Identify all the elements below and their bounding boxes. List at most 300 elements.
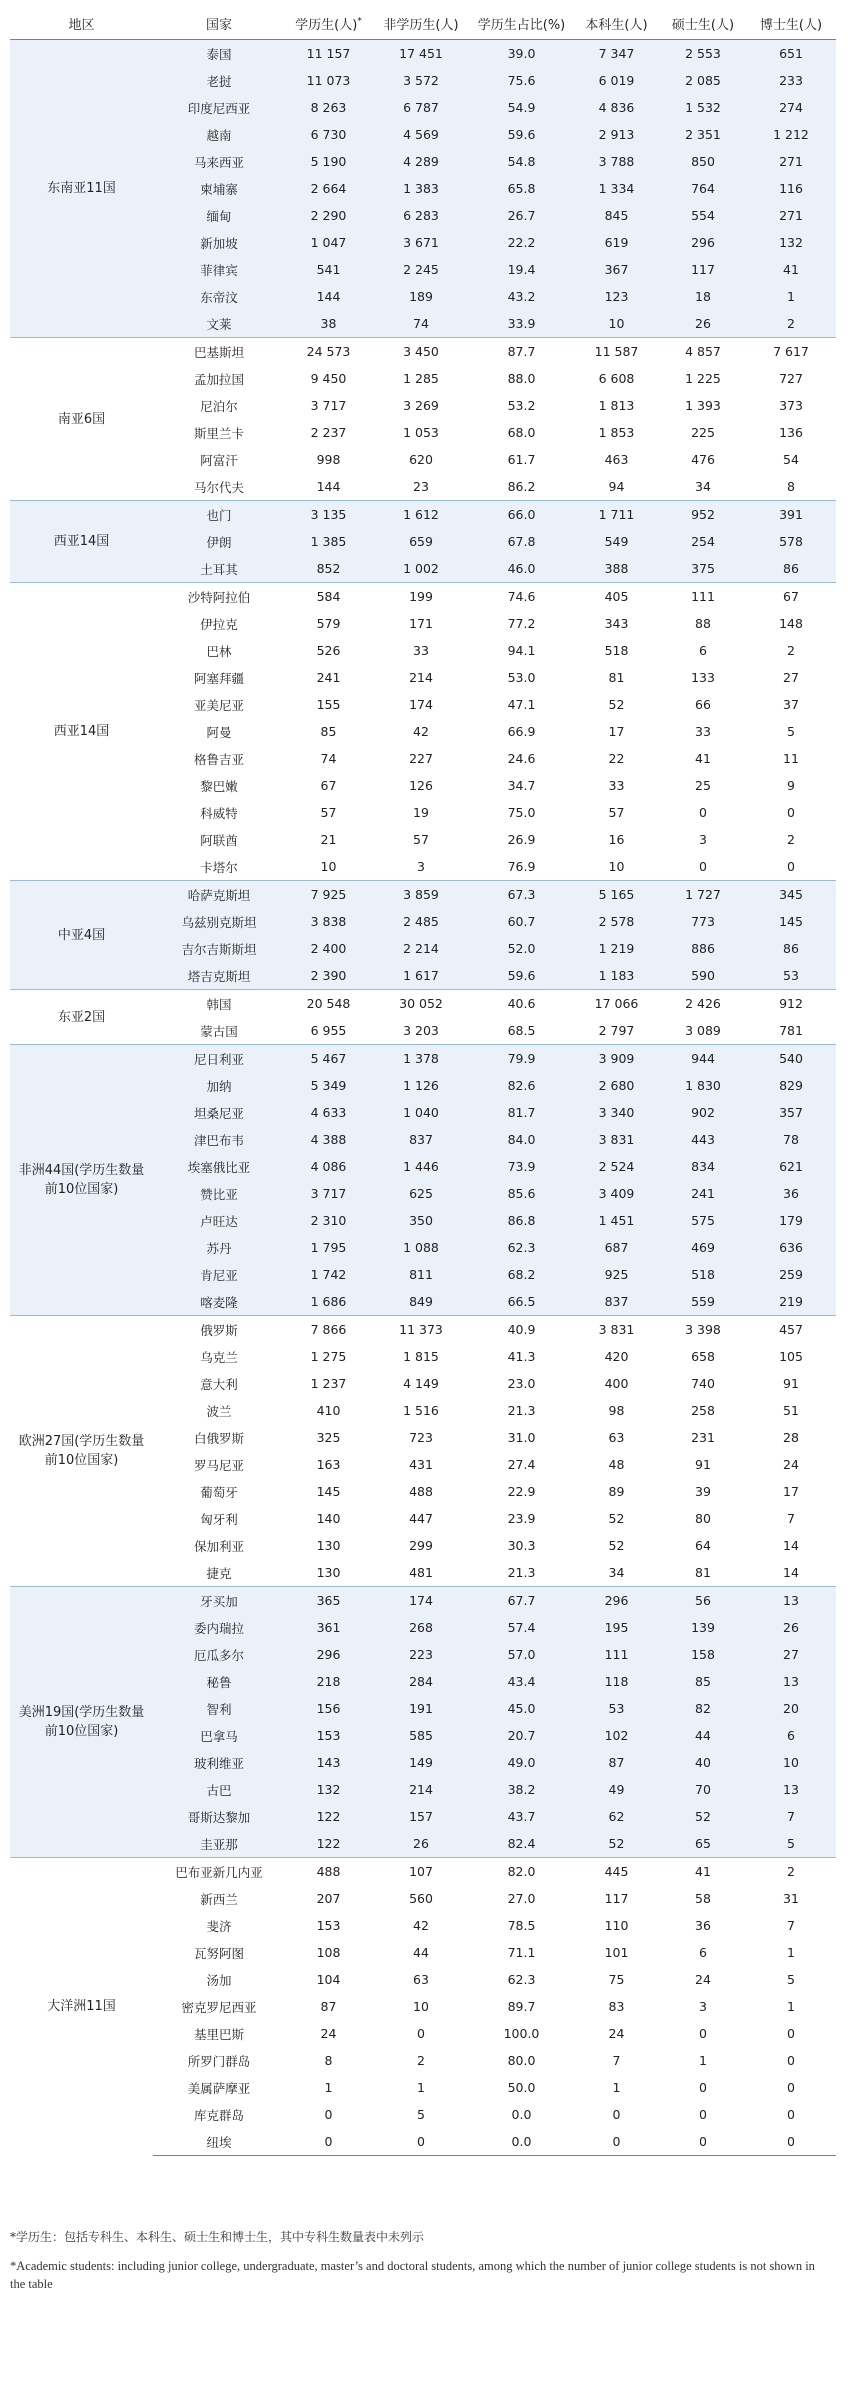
- ratio-cell: 26.7: [470, 202, 573, 229]
- undergrad-cell: 33: [573, 772, 660, 799]
- academic-cell: 1 795: [285, 1234, 372, 1261]
- non-academic-cell: 44: [372, 1939, 470, 1966]
- non-academic-cell: 63: [372, 1966, 470, 1993]
- undergrad-cell: 3 409: [573, 1180, 660, 1207]
- master-cell: 41: [660, 745, 746, 772]
- non-academic-cell: 11 373: [372, 1316, 470, 1344]
- undergrad-cell: 123: [573, 283, 660, 310]
- undergrad-cell: 518: [573, 637, 660, 664]
- country-cell: 东帝汶: [153, 283, 285, 310]
- country-cell: 新西兰: [153, 1885, 285, 1912]
- undergrad-cell: 49: [573, 1776, 660, 1803]
- non-academic-cell: 585: [372, 1722, 470, 1749]
- doctor-cell: 11: [746, 745, 836, 772]
- academic-cell: 11 157: [285, 40, 372, 68]
- undergrad-cell: 98: [573, 1397, 660, 1424]
- master-cell: 18: [660, 283, 746, 310]
- non-academic-cell: 488: [372, 1478, 470, 1505]
- master-cell: 6: [660, 1939, 746, 1966]
- header-country: 国家: [153, 7, 285, 40]
- non-academic-cell: 26: [372, 1830, 470, 1858]
- ratio-cell: 84.0: [470, 1126, 573, 1153]
- country-cell: 匈牙利: [153, 1505, 285, 1532]
- doctor-cell: 636: [746, 1234, 836, 1261]
- academic-cell: 2 310: [285, 1207, 372, 1234]
- footnote-chinese: *学历生：包括专科生、本科生、硕士生和博士生，其中专科生数量表中未列示: [10, 2230, 425, 2244]
- doctor-cell: 0: [746, 2047, 836, 2074]
- academic-cell: 4 086: [285, 1153, 372, 1180]
- country-cell: 俄罗斯: [153, 1316, 285, 1344]
- country-cell: 越南: [153, 121, 285, 148]
- doctor-cell: 20: [746, 1695, 836, 1722]
- non-academic-cell: 6 787: [372, 94, 470, 121]
- master-cell: 3: [660, 826, 746, 853]
- ratio-cell: 53.0: [470, 664, 573, 691]
- ratio-cell: 50.0: [470, 2074, 573, 2101]
- ratio-cell: 0.0: [470, 2128, 573, 2156]
- academic-cell: 132: [285, 1776, 372, 1803]
- non-academic-cell: 2: [372, 2047, 470, 2074]
- country-cell: 尼泊尔: [153, 392, 285, 419]
- region-group: [10, 338, 836, 501]
- master-cell: 1 225: [660, 365, 746, 392]
- country-cell: 泰国: [153, 40, 285, 68]
- undergrad-cell: 48: [573, 1451, 660, 1478]
- ratio-cell: 66.9: [470, 718, 573, 745]
- country-cell: 马来西亚: [153, 148, 285, 175]
- master-cell: 559: [660, 1288, 746, 1316]
- ratio-cell: 57.4: [470, 1614, 573, 1641]
- header-master: 硕士生(人): [660, 7, 746, 40]
- country-cell: 加纳: [153, 1072, 285, 1099]
- non-academic-cell: 33: [372, 637, 470, 664]
- academic-cell: 145: [285, 1478, 372, 1505]
- non-academic-cell: 4 289: [372, 148, 470, 175]
- undergrad-cell: 89: [573, 1478, 660, 1505]
- ratio-cell: 57.0: [470, 1641, 573, 1668]
- master-cell: 0: [660, 2101, 746, 2128]
- non-academic-cell: 1 617: [372, 962, 470, 990]
- doctor-cell: 912: [746, 990, 836, 1018]
- non-academic-cell: 4 149: [372, 1370, 470, 1397]
- undergrad-cell: 101: [573, 1939, 660, 1966]
- ratio-cell: 26.9: [470, 826, 573, 853]
- ratio-cell: 74.6: [470, 583, 573, 611]
- master-cell: 39: [660, 1478, 746, 1505]
- undergrad-cell: 2 524: [573, 1153, 660, 1180]
- academic-cell: 4 388: [285, 1126, 372, 1153]
- master-cell: 88: [660, 610, 746, 637]
- ratio-cell: 22.9: [470, 1478, 573, 1505]
- header-academic-label: 学历生(人): [295, 17, 358, 33]
- header-academic-footnote-mark: *: [357, 16, 362, 27]
- country-cell: 马尔代夫: [153, 473, 285, 501]
- undergrad-cell: 619: [573, 229, 660, 256]
- academic-cell: 67: [285, 772, 372, 799]
- ratio-cell: 68.0: [470, 419, 573, 446]
- non-academic-cell: 3 269: [372, 392, 470, 419]
- country-cell: 巴布亚新几内亚: [153, 1858, 285, 1886]
- undergrad-cell: 4 836: [573, 94, 660, 121]
- undergrad-cell: 343: [573, 610, 660, 637]
- country-cell: 哈萨克斯坦: [153, 881, 285, 909]
- region-cell: 大洋洲11国: [10, 1858, 153, 2156]
- academic-cell: 140: [285, 1505, 372, 1532]
- doctor-cell: 1: [746, 1939, 836, 1966]
- country-cell: 也门: [153, 501, 285, 529]
- master-cell: 1 727: [660, 881, 746, 909]
- ratio-cell: 66.0: [470, 501, 573, 529]
- undergrad-cell: 3 831: [573, 1126, 660, 1153]
- master-cell: 56: [660, 1587, 746, 1615]
- non-academic-cell: 481: [372, 1559, 470, 1587]
- non-academic-cell: 42: [372, 1912, 470, 1939]
- non-academic-cell: 560: [372, 1885, 470, 1912]
- doctor-cell: 13: [746, 1587, 836, 1615]
- academic-cell: 11 073: [285, 67, 372, 94]
- country-cell: 密克罗尼西亚: [153, 1993, 285, 2020]
- non-academic-cell: 849: [372, 1288, 470, 1316]
- academic-cell: 2 237: [285, 419, 372, 446]
- ratio-cell: 53.2: [470, 392, 573, 419]
- undergrad-cell: 2 913: [573, 121, 660, 148]
- undergrad-cell: 52: [573, 691, 660, 718]
- table-row: [10, 40, 836, 68]
- doctor-cell: 457: [746, 1316, 836, 1344]
- undergrad-cell: 24: [573, 2020, 660, 2047]
- master-cell: 296: [660, 229, 746, 256]
- undergrad-cell: 52: [573, 1505, 660, 1532]
- undergrad-cell: 110: [573, 1912, 660, 1939]
- academic-cell: 998: [285, 446, 372, 473]
- undergrad-cell: 16: [573, 826, 660, 853]
- undergrad-cell: 420: [573, 1343, 660, 1370]
- non-academic-cell: 3 450: [372, 338, 470, 366]
- academic-cell: 3 717: [285, 1180, 372, 1207]
- master-cell: 3 398: [660, 1316, 746, 1344]
- master-cell: 764: [660, 175, 746, 202]
- doctor-cell: 233: [746, 67, 836, 94]
- doctor-cell: 6: [746, 1722, 836, 1749]
- undergrad-cell: 837: [573, 1288, 660, 1316]
- country-cell: 波兰: [153, 1397, 285, 1424]
- table-row: [10, 1858, 836, 1886]
- master-cell: 0: [660, 2020, 746, 2047]
- country-cell: 美属萨摩亚: [153, 2074, 285, 2101]
- academic-cell: 2 290: [285, 202, 372, 229]
- table-header: [10, 7, 836, 40]
- academic-cell: 8 263: [285, 94, 372, 121]
- region-cell: 欧洲27国(学历生数量前10位国家): [10, 1316, 153, 1587]
- country-cell: 韩国: [153, 990, 285, 1018]
- ratio-cell: 68.5: [470, 1017, 573, 1045]
- region-group: [10, 40, 836, 338]
- undergrad-cell: 83: [573, 1993, 660, 2020]
- undergrad-cell: 7: [573, 2047, 660, 2074]
- academic-cell: 325: [285, 1424, 372, 1451]
- doctor-cell: 132: [746, 229, 836, 256]
- non-academic-cell: 2 485: [372, 908, 470, 935]
- doctor-cell: 0: [746, 853, 836, 881]
- region-cell: 非洲44国(学历生数量前10位国家): [10, 1045, 153, 1316]
- academic-cell: 8: [285, 2047, 372, 2074]
- academic-cell: 156: [285, 1695, 372, 1722]
- header-ratio: 学历生占比(%): [470, 7, 573, 40]
- non-academic-cell: 620: [372, 446, 470, 473]
- academic-cell: 241: [285, 664, 372, 691]
- ratio-cell: 81.7: [470, 1099, 573, 1126]
- undergrad-cell: 17: [573, 718, 660, 745]
- region-group: [10, 1858, 836, 2156]
- non-academic-cell: 107: [372, 1858, 470, 1886]
- doctor-cell: 31: [746, 1885, 836, 1912]
- academic-cell: 488: [285, 1858, 372, 1886]
- header-non-academic: 非学历生(人): [372, 7, 470, 40]
- ratio-cell: 82.6: [470, 1072, 573, 1099]
- ratio-cell: 86.8: [470, 1207, 573, 1234]
- country-cell: 巴基斯坦: [153, 338, 285, 366]
- academic-cell: 526: [285, 637, 372, 664]
- undergrad-cell: 1 183: [573, 962, 660, 990]
- undergrad-cell: 5 165: [573, 881, 660, 909]
- master-cell: 886: [660, 935, 746, 962]
- master-cell: 254: [660, 528, 746, 555]
- undergrad-cell: 1 813: [573, 392, 660, 419]
- doctor-cell: 86: [746, 555, 836, 583]
- master-cell: 850: [660, 148, 746, 175]
- table-row: [10, 338, 836, 366]
- doctor-cell: 24: [746, 1451, 836, 1478]
- non-academic-cell: 837: [372, 1126, 470, 1153]
- academic-cell: 122: [285, 1803, 372, 1830]
- non-academic-cell: 10: [372, 1993, 470, 2020]
- ratio-cell: 23.9: [470, 1505, 573, 1532]
- ratio-cell: 59.6: [470, 121, 573, 148]
- doctor-cell: 28: [746, 1424, 836, 1451]
- ratio-cell: 75.6: [470, 67, 573, 94]
- country-cell: 捷克: [153, 1559, 285, 1587]
- non-academic-cell: 447: [372, 1505, 470, 1532]
- academic-cell: 9 450: [285, 365, 372, 392]
- master-cell: 82: [660, 1695, 746, 1722]
- master-cell: 1: [660, 2047, 746, 2074]
- academic-cell: 163: [285, 1451, 372, 1478]
- doctor-cell: 27: [746, 664, 836, 691]
- undergrad-cell: 7 347: [573, 40, 660, 68]
- table-row: [10, 1045, 836, 1073]
- country-cell: 老挝: [153, 67, 285, 94]
- academic-cell: 1 237: [285, 1370, 372, 1397]
- academic-cell: 1 686: [285, 1288, 372, 1316]
- ratio-cell: 19.4: [470, 256, 573, 283]
- country-cell: 菲律宾: [153, 256, 285, 283]
- undergrad-cell: 405: [573, 583, 660, 611]
- ratio-cell: 41.3: [470, 1343, 573, 1370]
- master-cell: 0: [660, 2074, 746, 2101]
- ratio-cell: 77.2: [470, 610, 573, 637]
- master-cell: 575: [660, 1207, 746, 1234]
- country-cell: 伊拉克: [153, 610, 285, 637]
- master-cell: 41: [660, 1858, 746, 1886]
- doctor-cell: 0: [746, 2020, 836, 2047]
- undergrad-cell: 63: [573, 1424, 660, 1451]
- master-cell: 241: [660, 1180, 746, 1207]
- non-academic-cell: 811: [372, 1261, 470, 1288]
- non-academic-cell: 74: [372, 310, 470, 338]
- non-academic-cell: 1 383: [372, 175, 470, 202]
- ratio-cell: 67.8: [470, 528, 573, 555]
- non-academic-cell: 1: [372, 2074, 470, 2101]
- doctor-cell: 727: [746, 365, 836, 392]
- non-academic-cell: 57: [372, 826, 470, 853]
- master-cell: 81: [660, 1559, 746, 1587]
- country-cell: 埃塞俄比亚: [153, 1153, 285, 1180]
- region-group: [10, 501, 836, 583]
- master-cell: 2 426: [660, 990, 746, 1018]
- country-cell: 纽埃: [153, 2128, 285, 2156]
- doctor-cell: 391: [746, 501, 836, 529]
- non-academic-cell: 350: [372, 1207, 470, 1234]
- doctor-cell: 9: [746, 772, 836, 799]
- master-cell: 66: [660, 691, 746, 718]
- undergrad-cell: 3 340: [573, 1099, 660, 1126]
- country-cell: 巴林: [153, 637, 285, 664]
- non-academic-cell: 30 052: [372, 990, 470, 1018]
- ratio-cell: 75.0: [470, 799, 573, 826]
- region-cell: 西亚14国: [10, 583, 153, 881]
- academic-cell: 155: [285, 691, 372, 718]
- academic-cell: 1: [285, 2074, 372, 2101]
- master-cell: 58: [660, 1885, 746, 1912]
- undergrad-cell: 117: [573, 1885, 660, 1912]
- ratio-cell: 22.2: [470, 229, 573, 256]
- academic-cell: 153: [285, 1912, 372, 1939]
- doctor-cell: 2: [746, 1858, 836, 1886]
- undergrad-cell: 1 219: [573, 935, 660, 962]
- doctor-cell: 0: [746, 2074, 836, 2101]
- country-cell: 意大利: [153, 1370, 285, 1397]
- country-cell: 罗马尼亚: [153, 1451, 285, 1478]
- country-cell: 秘鲁: [153, 1668, 285, 1695]
- undergrad-cell: 3 909: [573, 1045, 660, 1073]
- ratio-cell: 88.0: [470, 365, 573, 392]
- master-cell: 40: [660, 1749, 746, 1776]
- doctor-cell: 116: [746, 175, 836, 202]
- region-cell: 中亚4国: [10, 881, 153, 990]
- region-group: [10, 1045, 836, 1316]
- undergrad-cell: 11 587: [573, 338, 660, 366]
- non-academic-cell: 42: [372, 718, 470, 745]
- country-cell: 土耳其: [153, 555, 285, 583]
- undergrad-cell: 52: [573, 1532, 660, 1559]
- doctor-cell: 2: [746, 310, 836, 338]
- country-cell: 厄瓜多尔: [153, 1641, 285, 1668]
- doctor-cell: 17: [746, 1478, 836, 1505]
- doctor-cell: 578: [746, 528, 836, 555]
- country-cell: 喀麦隆: [153, 1288, 285, 1316]
- master-cell: 1 532: [660, 94, 746, 121]
- academic-cell: 1 385: [285, 528, 372, 555]
- non-academic-cell: 5: [372, 2101, 470, 2128]
- doctor-cell: 27: [746, 1641, 836, 1668]
- ratio-cell: 38.2: [470, 1776, 573, 1803]
- academic-cell: 7 866: [285, 1316, 372, 1344]
- academic-cell: 0: [285, 2128, 372, 2156]
- country-cell: 蒙古国: [153, 1017, 285, 1045]
- doctor-cell: 105: [746, 1343, 836, 1370]
- doctor-cell: 10: [746, 1749, 836, 1776]
- ratio-cell: 66.5: [470, 1288, 573, 1316]
- non-academic-cell: 2 245: [372, 256, 470, 283]
- non-academic-cell: 174: [372, 1587, 470, 1615]
- academic-cell: 104: [285, 1966, 372, 1993]
- master-cell: 70: [660, 1776, 746, 1803]
- region-group: [10, 990, 836, 1045]
- doctor-cell: 621: [746, 1153, 836, 1180]
- table-row: [10, 501, 836, 529]
- undergrad-cell: 1 334: [573, 175, 660, 202]
- academic-cell: 144: [285, 473, 372, 501]
- country-cell: 圭亚那: [153, 1830, 285, 1858]
- academic-cell: 130: [285, 1559, 372, 1587]
- academic-cell: 296: [285, 1641, 372, 1668]
- master-cell: 231: [660, 1424, 746, 1451]
- ratio-cell: 68.2: [470, 1261, 573, 1288]
- undergrad-cell: 463: [573, 446, 660, 473]
- doctor-cell: 8: [746, 473, 836, 501]
- country-cell: 沙特阿拉伯: [153, 583, 285, 611]
- doctor-cell: 53: [746, 962, 836, 990]
- undergrad-cell: 34: [573, 1559, 660, 1587]
- doctor-cell: 219: [746, 1288, 836, 1316]
- academic-cell: 6 955: [285, 1017, 372, 1045]
- country-cell: 柬埔寨: [153, 175, 285, 202]
- doctor-cell: 2: [746, 637, 836, 664]
- country-cell: 孟加拉国: [153, 365, 285, 392]
- doctor-cell: 136: [746, 419, 836, 446]
- non-academic-cell: 157: [372, 1803, 470, 1830]
- master-cell: 6: [660, 637, 746, 664]
- master-cell: 1 393: [660, 392, 746, 419]
- header-region: 地区: [10, 7, 153, 40]
- country-cell: 阿塞拜疆: [153, 664, 285, 691]
- undergrad-cell: 195: [573, 1614, 660, 1641]
- academic-cell: 144: [285, 283, 372, 310]
- doctor-cell: 14: [746, 1559, 836, 1587]
- master-cell: 26: [660, 310, 746, 338]
- master-cell: 25: [660, 772, 746, 799]
- master-cell: 34: [660, 473, 746, 501]
- non-academic-cell: 0: [372, 2020, 470, 2047]
- academic-cell: 1 742: [285, 1261, 372, 1288]
- ratio-cell: 34.7: [470, 772, 573, 799]
- undergrad-cell: 445: [573, 1858, 660, 1886]
- non-academic-cell: 3 572: [372, 67, 470, 94]
- non-academic-cell: 23: [372, 473, 470, 501]
- ratio-cell: 47.1: [470, 691, 573, 718]
- doctor-cell: 36: [746, 1180, 836, 1207]
- academic-cell: 0: [285, 2101, 372, 2128]
- master-cell: 133: [660, 664, 746, 691]
- undergrad-cell: 17 066: [573, 990, 660, 1018]
- non-academic-cell: 3 671: [372, 229, 470, 256]
- country-cell: 阿联酋: [153, 826, 285, 853]
- region-cell: 东亚2国: [10, 990, 153, 1045]
- academic-cell: 5 190: [285, 148, 372, 175]
- doctor-cell: 7 617: [746, 338, 836, 366]
- country-cell: 卢旺达: [153, 1207, 285, 1234]
- non-academic-cell: 1 378: [372, 1045, 470, 1073]
